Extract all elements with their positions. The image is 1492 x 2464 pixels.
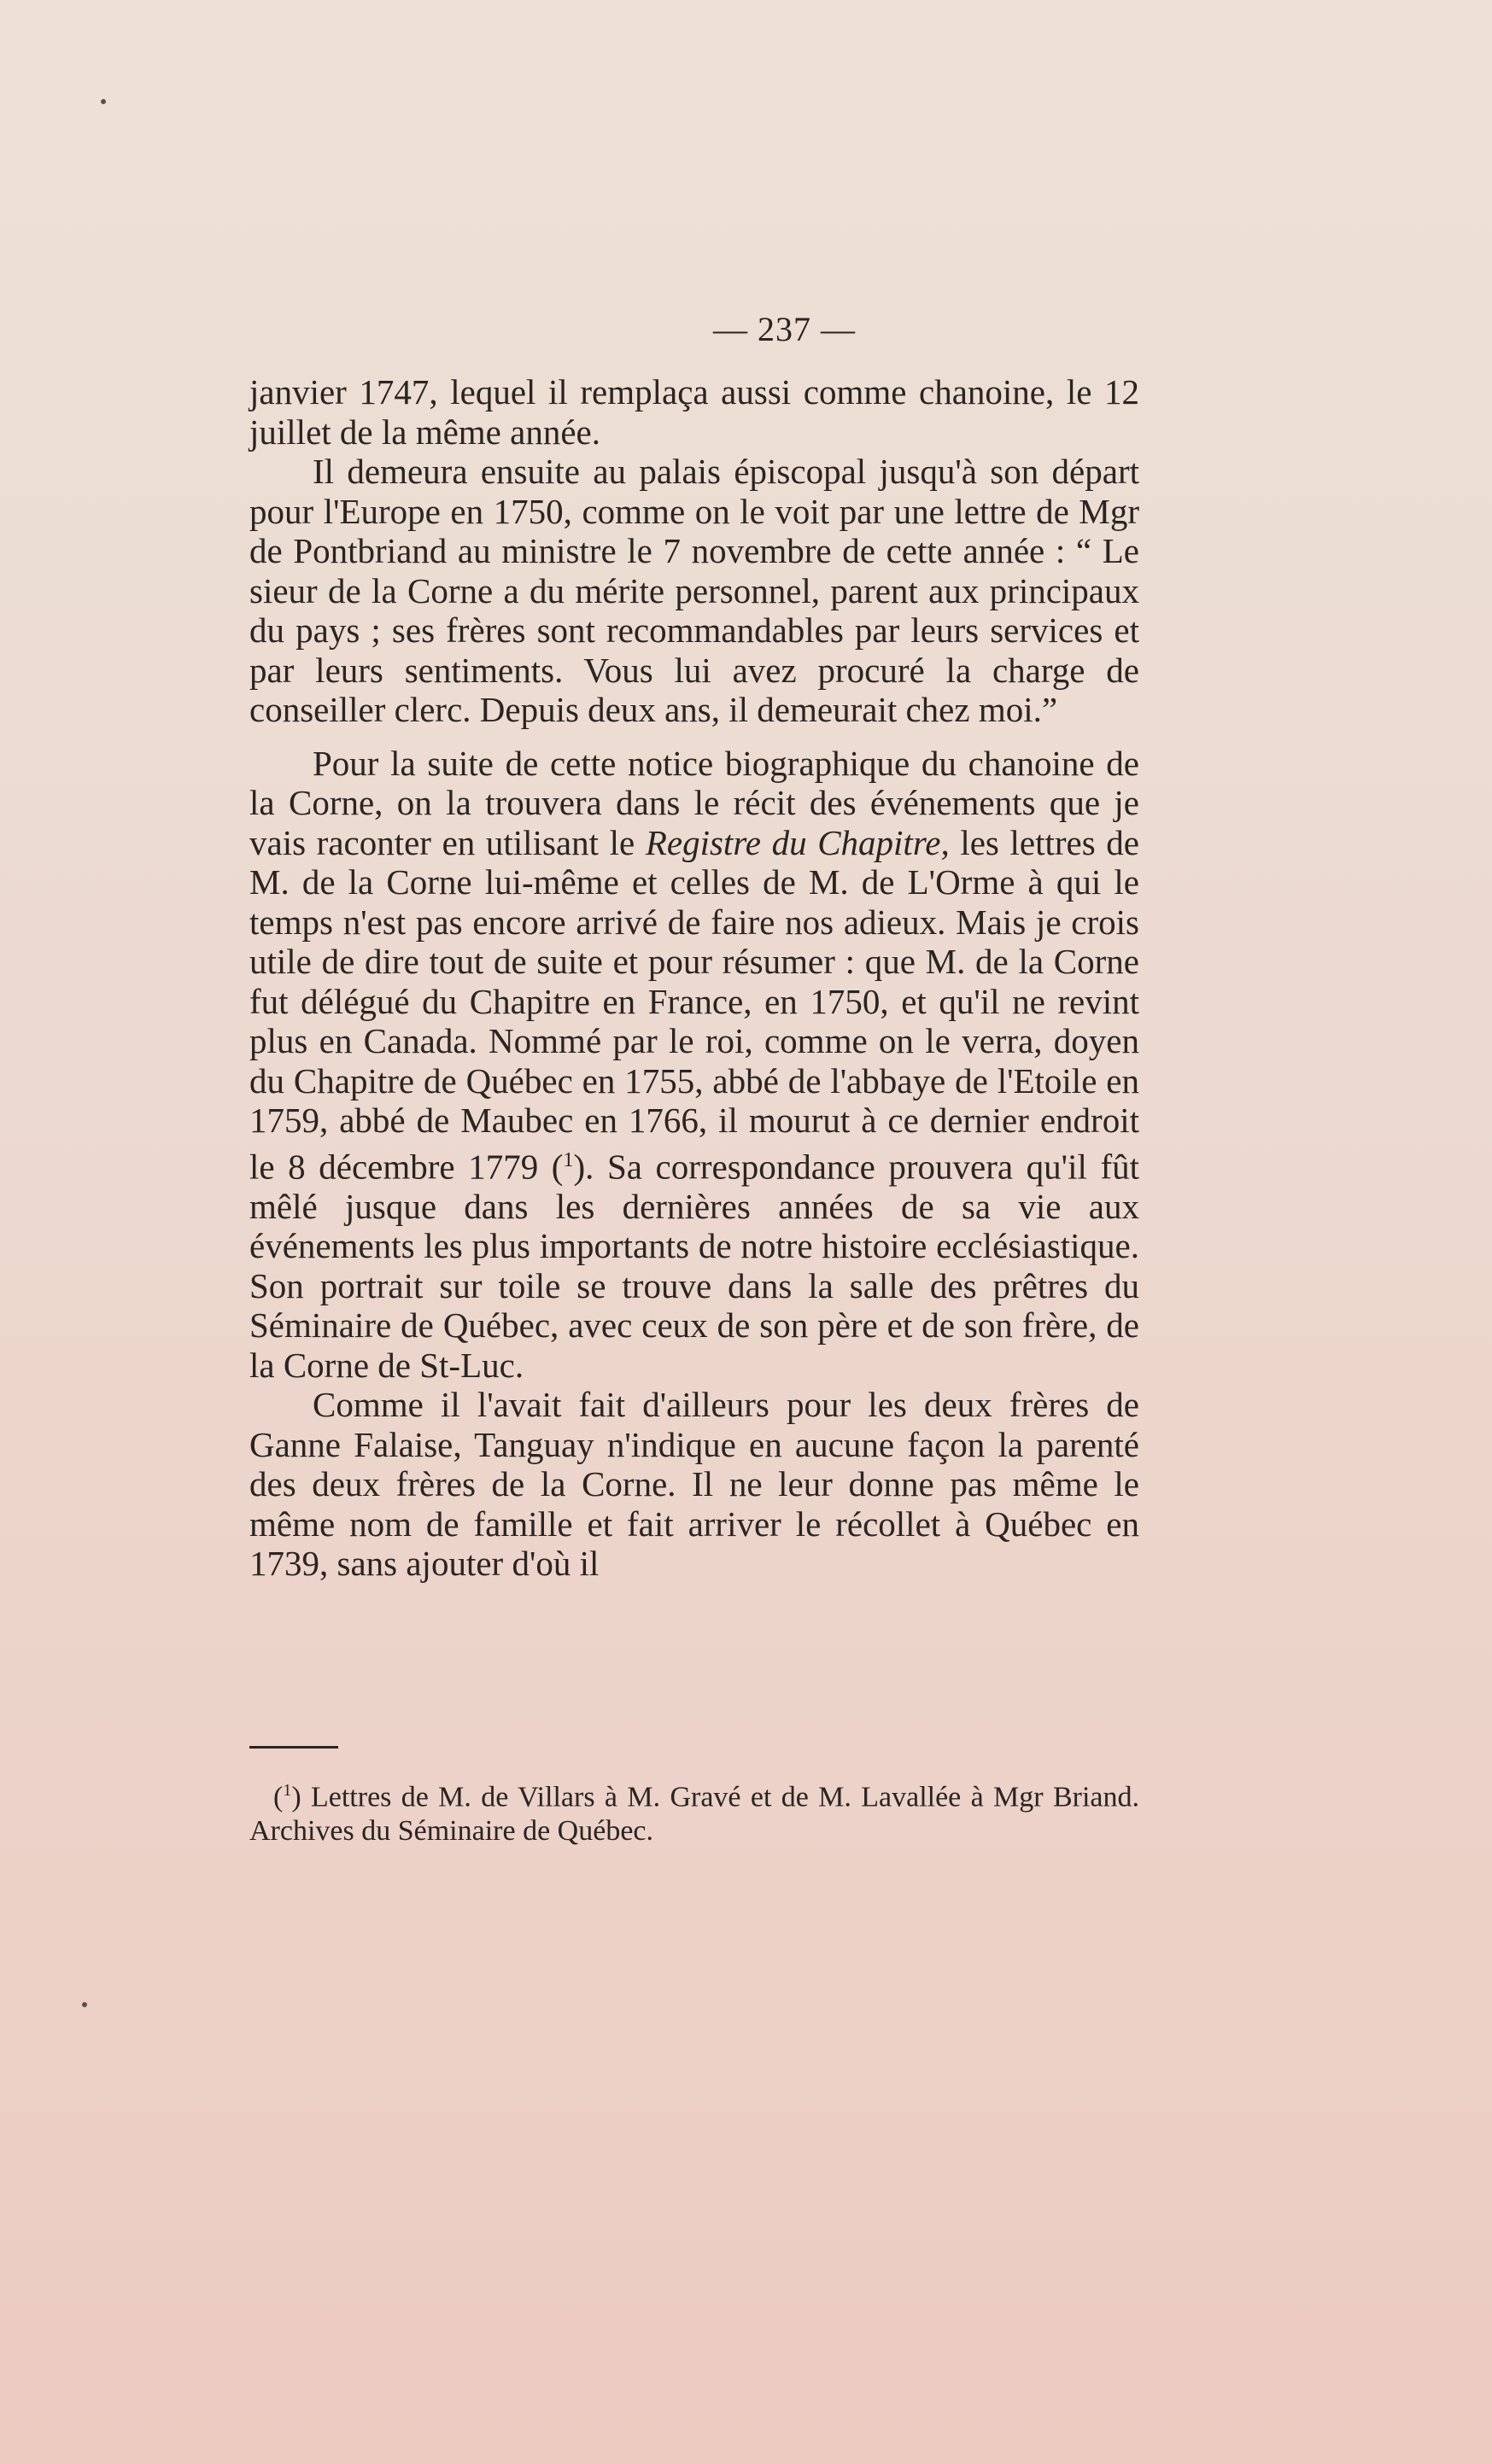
paragraph-4: Comme il l'avait fait d'ailleurs pour les deux frères de Ganne Falaise, Tanguay n'indique en aucune façon la parenté des deux frères de la Corne. Il ne leur donne pas même le même nom de famille et fait arriver le récollet à Québec en 1739, sans ajouter d'où il [249,1385,1139,1584]
paper-speck [82,2002,87,2007]
footnote-1: ($^1$) Lettres de M. de Villars à M. Gravé et de M. Lavallée à Mgr Briand. Archives du Séminaire de Québec. [249,1781,1139,1848]
paragraph-3 [249,744,1139,1386]
footnote-reference[interactable]: 1 [563,1148,574,1171]
paper-speck [101,99,106,104]
footnotes [249,1773,1139,1848]
page-number: — 237 — [713,310,856,348]
paragraph-3-text-b: les lettres de M. de la Corne lui-même et celles de M. de L'Orme à qui le temps n'est pas encore arrivé de faire nos adieux. Mais je crois utile de dire tout de suite et pour résumer : que M. de la Corne fut délégué du Chapitre en France, en 1750, et qu'il ne revint plus en Canada. Nommé par le roi, comme on le verra, doyen du Chapitre de Québec en 1755, abbé de l'abbaye de l'Etoile en 1759, abbé de Maubec en 1766, il mourut à ce dernier endroit le 8 décembre 1779 ( [249,822,1140,1187]
body-text [249,372,1139,1584]
paragraph-3-italic-title: Registre du Chapitre, [645,822,950,862]
footnote-text: Lettres de M. de Villars à M. Gravé et de M. Lavallée à Mgr Briand. Archives du Séminaire de Québec. [249,1781,1139,1848]
paragraph-3-text-a: Pour la suite de cette notice biographique du chanoine de la Corne, on la trouvera dans le récit des événements que je vais raconter en utilisant le [249,743,1139,862]
footnote-divider [249,1746,338,1749]
paragraph-3-text-c: ). Sa correspondance prouvera qu'il fût mêlé jusque dans les dernières années de sa vie aux événements les plus importants de notre histoire ecclésiastique. Son portrait sur toile se trouve dans la salle des prêtres du Séminaire de Québec, avec ceux de son père et de son frère, de la Corne de St-Luc. [249,1147,1139,1385]
paragraph-2: Il demeura ensuite au palais épiscopal jusqu'à son départ pour l'Europe en 1750, comme on le voit par une lettre de Mgr de Pontbriand au ministre le 7 novembre de cette année : “ Le sieur de la Corne a du mérite personnel, parent aux principaux du pays ; ses frères sont recommandables par leurs services et par leurs sentiments. Vous lui avez procuré la charge de conseiller clerc. Depuis deux ans, il demeurait chez moi.” [249,452,1139,729]
footnote-marker: 1 [283,1781,292,1800]
paragraph-1: janvier 1747, lequel il remplaça aussi comme chanoine, le 12 juillet de la même année. [249,372,1139,452]
